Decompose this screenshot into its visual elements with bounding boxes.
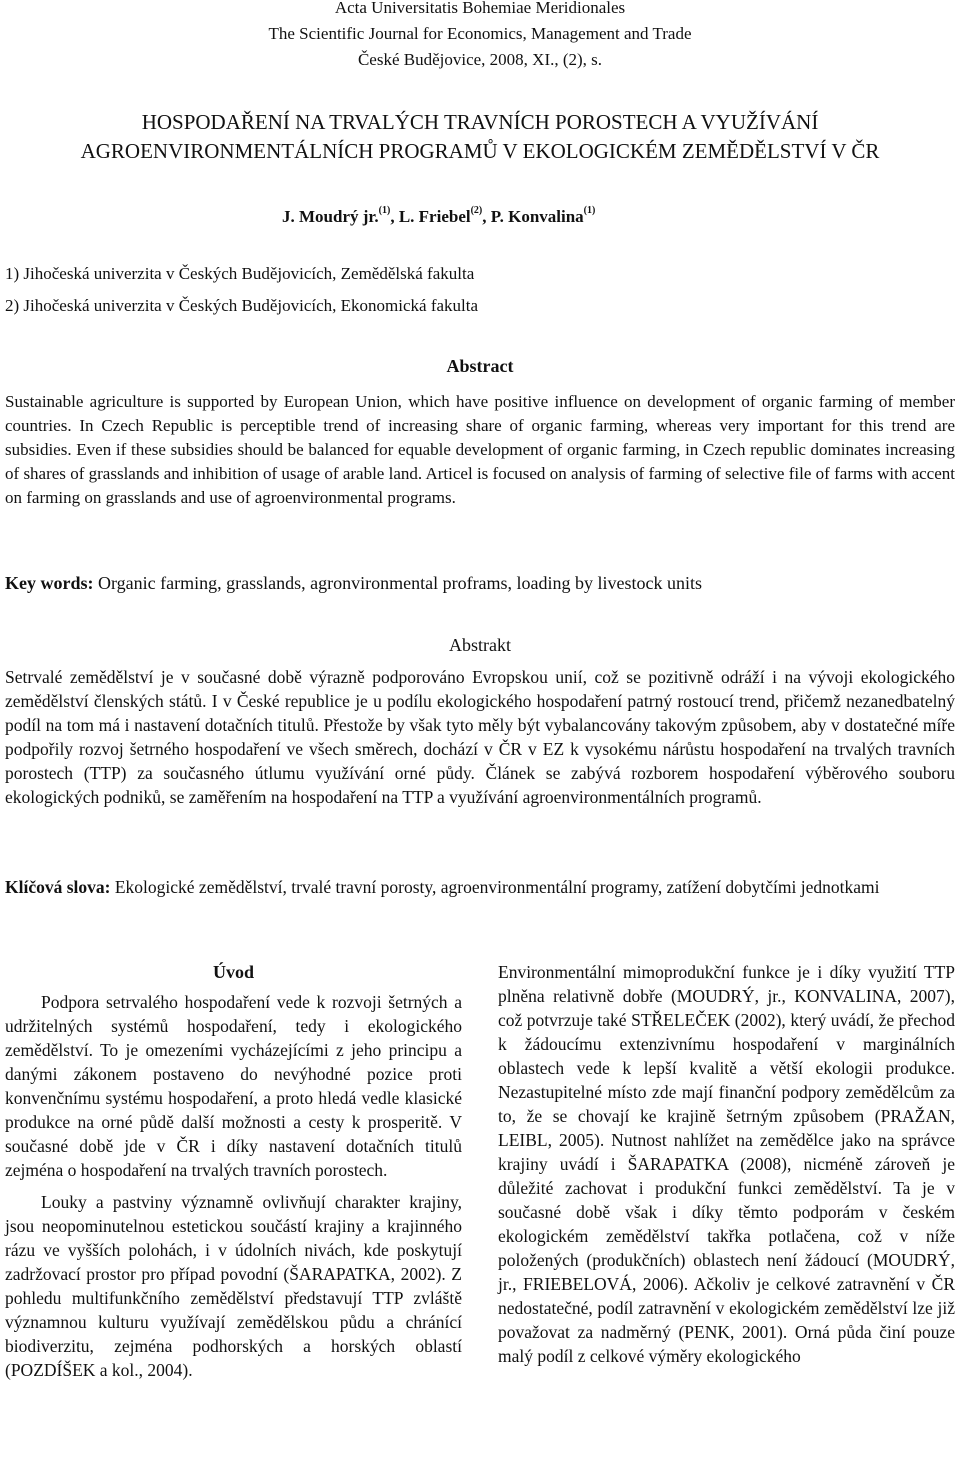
author-list bbox=[282, 196, 882, 232]
paper-title-line2: AGROENVIRONMENTÁLNÍCH PROGRAMŮ V EKOLOGICKÉM ZEMĚDĚLSTVÍ V ČR bbox=[80, 139, 880, 163]
keywords-cz bbox=[5, 875, 955, 899]
author-1: J. Moudrý jr. bbox=[282, 207, 379, 226]
intro-left-column bbox=[5, 960, 462, 1390]
abstrakt-text: Setrvalé zemědělství je v současné době výrazně podporováno Evropskou unií, což se pozitivně odráží i na vývoji ekologického zemědělství členských států. I v České republice je u podílu ekologického hospodaření patrný rostoucí trend, přičemž nezanedbatelný podíl na tom má i nastavení dotačních titulů. Přestože by však tyto měly být vybalancovány takovým způsobem, aby v dostatečné míře podpořily rozvoj šetrného hospodaření ve všech směrech, dochází v ČR v EZ k vysokému nárůstu hospodaření na trvalých travních porostech (TTP) za současného útlumu využívání orné půdy. Článek se zabývá rozborem hospodaření výběrového souboru ekologických podniků, se zaměřením na hospodaření na TTP a využívání agroenvironmentálních programů. bbox=[5, 667, 955, 807]
author-3: P. Konvalina bbox=[490, 207, 584, 226]
author-2: L. Friebel bbox=[398, 207, 471, 226]
klicova-slova-label: Klíčová slova: bbox=[5, 877, 111, 897]
author-separator: , bbox=[482, 207, 491, 226]
author-1-affiliation-mark: (1) bbox=[378, 205, 391, 216]
abstract-text: Sustainable agriculture is supported by European Union, which have positive influence on development of organic farming of member countries. In Czech Republic is perceptible trend of increasing share of organic farming, whereas very important for this trend are subsidies. Even if these subsidies should be balanced for equable development of organic farming, in Czech republic dominates increasing of shares of grasslands and inhibition of usage of arable land. Articel is focused on analysis of farming of selective file of farms with accent on farming on grasslands and use of agroenvironmental programs. bbox=[5, 392, 955, 507]
author-3-affiliation-mark: (1) bbox=[583, 205, 596, 216]
intro-paragraph-1: Podpora setrvalého hospodaření vede k rozvoji šetrných a udržitelných systémů hospodaření, tedy i ekologického zemědělství. To je omezeními vycházejícími z jeho principu a danými zákonem postaveno do nevýhodné pozice proti konvenčnímu systému hospodaření, a proto hledá vedle klasické produkce na orné půdě další možnosti a cesty k prosperitě. V současné době jde v ČR i díky nastavení dotačních titulů zejména o hospodaření na trvalých travních porostech. bbox=[5, 992, 462, 1180]
keywords-label: Key words: bbox=[5, 573, 94, 593]
intro-right-column bbox=[498, 960, 955, 1376]
journal-issue: České Budějovice, 2008, XI., (2), s. bbox=[357, 50, 603, 69]
intro-paragraph-2: Louky a pastviny významně ovlivňují charakter krajiny, jsou neopominutelnou estetickou součástí krajiny a krajinného rázu ve vyšších polohách, i v údolních nivách, kde poskytují zadržovací prostor pro případ povodní (ŠARAPATKA, 2002). Z pohledu multifunkčního zemědělství představují TTP zvláště významnou kulturu využívají zemědělskou půdu a chránící biodiverzitu, zejména podhorských a horských oblastí (POZDÍŠEK a kol., 2004). bbox=[5, 1192, 462, 1380]
affiliation-2: 2) Jihočeská univerzita v Českých Budějovicích, Ekonomická fakulta bbox=[5, 296, 479, 315]
affiliation-1: 1) Jihočeská univerzita v Českých Budějovicích, Zemědělská fakulta bbox=[5, 264, 475, 283]
journal-subtitle: The Scientific Journal for Economics, Management and Trade bbox=[268, 24, 692, 43]
abstract-heading: Abstract bbox=[446, 356, 514, 376]
journal-name: Acta Universitatis Bohemiae Meridionales bbox=[334, 0, 626, 17]
abstrakt-heading: Abstrakt bbox=[449, 635, 511, 655]
keywords-text: Organic farming, grasslands, agronvironmental proframs, loading by livestock units bbox=[93, 573, 703, 593]
author-2-affiliation-mark: (2) bbox=[470, 205, 483, 216]
keywords-en bbox=[5, 571, 955, 595]
paper-title-line1: HOSPODAŘENÍ NA TRVALÝCH TRAVNÍCH POROSTECH A VYUŽÍVÁNÍ bbox=[141, 110, 819, 134]
author-separator: , bbox=[390, 207, 399, 226]
intro-paragraph-3: Environmentální mimoprodukční funkce je i díky využití TTP plněna relativně dobře (MOUDRÝ, jr., KONVALINA, 2007), což potvrzuje také STŘELEČEK (2002), který uvádí, že přechod k žádoucímu extenzivnímu hospodaření v marginálních oblastech vede k lepší kvalitě a větší ekologii produkce. Nezastupitelné místo zde mají finanční podpory zemědělcům za to, že se chovají ke krajině šetrným způsobem (PRAŽAN, LEIBL, 2005). Nutnost nahlížet na zemědělce jako na správce krajiny uvádí i ŠARAPATKA (2008), nicméně zároveň je důležité zachovat i produkční funkci zemědělství. Ta je v současné době však i díky těmto podporám v českém ekologickém zemědělství takřka potlačena, což v níže položených (produkčních) oblastech není žádoucí (MOUDRÝ, jr., FRIEBELOVÁ, 2006). Ačkoliv je celkové zatravnění v ČR nedostatečné, podíl zatravnění v ekologickém zemědělství lze již považovat za nadměrný (PENK, 2001). Orná půda činí pouze malý podíl z celkové výměry ekologického bbox=[498, 962, 955, 1366]
intro-heading: Úvod bbox=[212, 962, 254, 982]
klicova-slova-text: Ekologické zemědělství, trvalé travní porosty, agroenvironmentální programy, zatížení dobytčími jednotkami bbox=[110, 877, 880, 897]
